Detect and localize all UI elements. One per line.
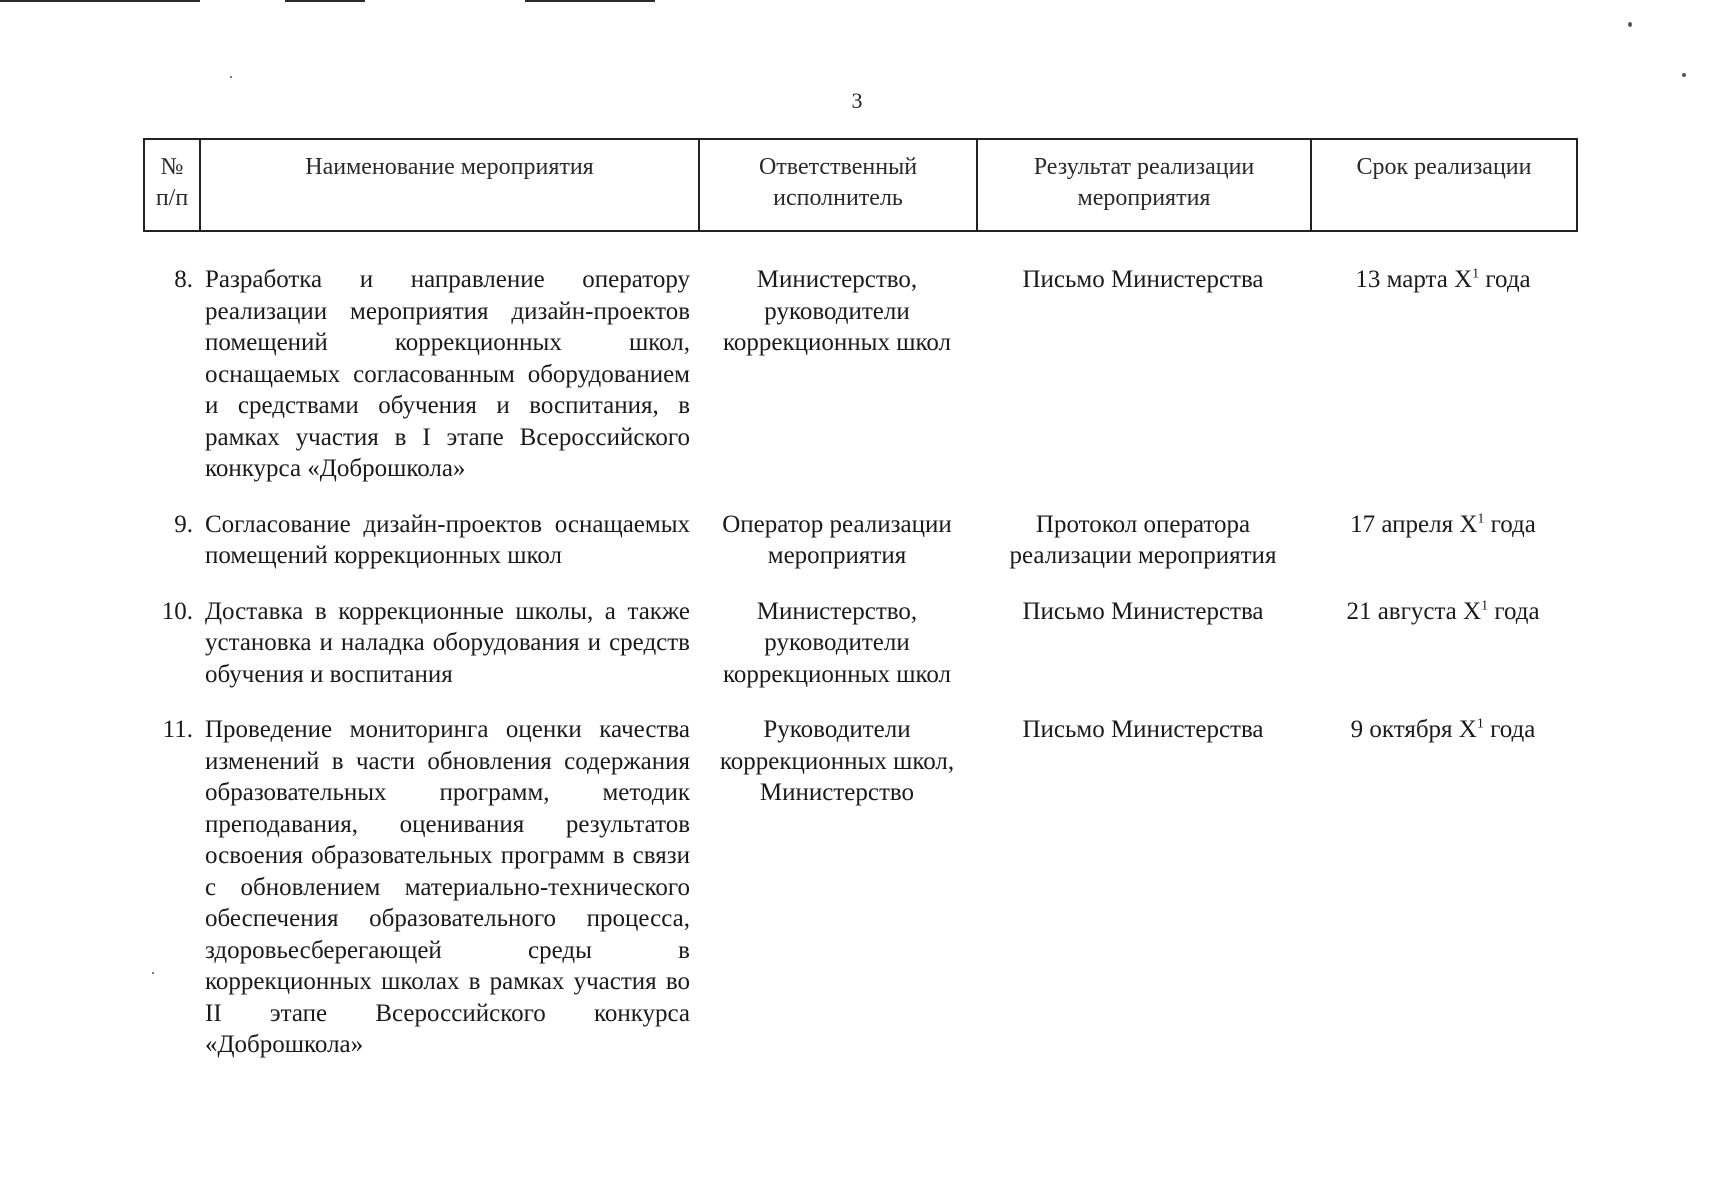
row-name: Доставка в коррекционные школы, а также установка и наладка оборудования и средств обучения и воспитания [205, 597, 690, 688]
row-responsible: Руководители коррекционных школ, Министерство [719, 716, 955, 806]
table-row [145, 708, 1576, 1079]
row-name: Разработка и направление оператору реализации мероприятия дизайн-проектов помещений коррекционных школ, оснащаемых согласованным оборудованием и средствами обучения и воспитания, в рамках участия в I этапе Всероссийского конкурса «Доброшкола» [205, 266, 690, 482]
scan-line-left [0, 0, 200, 2]
row-result: Письмо Министерства [1022, 266, 1264, 293]
header-name: Наименование мероприятия [200, 139, 699, 231]
row-number: 11. [162, 716, 193, 743]
table-body [145, 258, 1576, 1079]
scan-line-right [525, 0, 655, 2]
table-row [145, 503, 1576, 590]
row-result: Письмо Министерства [1022, 597, 1264, 625]
scan-speck [1682, 73, 1686, 77]
row-result: Письмо Министерства [1022, 716, 1264, 743]
scan-speck [230, 76, 232, 78]
row-number: 8. [174, 266, 193, 293]
table-row [145, 590, 1576, 709]
row-name: Проведение мониторинга оценки качества изменений в части обновления содержания образовательных программ, методик преподавания, оценивания результатов освоения образовательных программ в связи с обновлением материально-технического обеспечения образовательного процесса, здоровьесберегающей среды в коррекционных школах в рамках участия во II этапе Всероссийского конкурса «Доброшкола» [205, 716, 690, 1058]
row-result: Протокол оператора реализации мероприятия [1009, 510, 1277, 569]
row-deadline: 13 марта $X^1$ года [1355, 266, 1531, 293]
row-deadline: 9 октября $X^1$ года [1350, 716, 1536, 743]
row-number: 10. [161, 597, 193, 625]
header-number: № п/п [144, 139, 200, 231]
header-responsible: Ответственный исполнитель [699, 139, 977, 231]
row-responsible: Оператор реализации мероприятия [722, 510, 952, 569]
scan-line-center [285, 0, 365, 2]
header-result: Результат реализации мероприятия [977, 139, 1311, 231]
row-deadline: 17 апреля $X^1$ года [1350, 510, 1536, 538]
row-deadline: 21 августа $X^1$ года [1346, 597, 1540, 625]
row-responsible: Министерство, руководители коррекционных школ [723, 266, 951, 356]
row-number: 9. [174, 510, 193, 538]
scan-speck [1628, 22, 1632, 27]
row-name: Согласование дизайн-проектов оснащаемых помещений коррекционных школ [205, 510, 690, 569]
table-row [145, 258, 1576, 503]
header-deadline: Срок реализации [1311, 139, 1577, 231]
row-responsible: Министерство, руководители коррекционных школ [723, 597, 951, 688]
table-header [143, 138, 1578, 232]
page-number: 3 [851, 88, 863, 113]
